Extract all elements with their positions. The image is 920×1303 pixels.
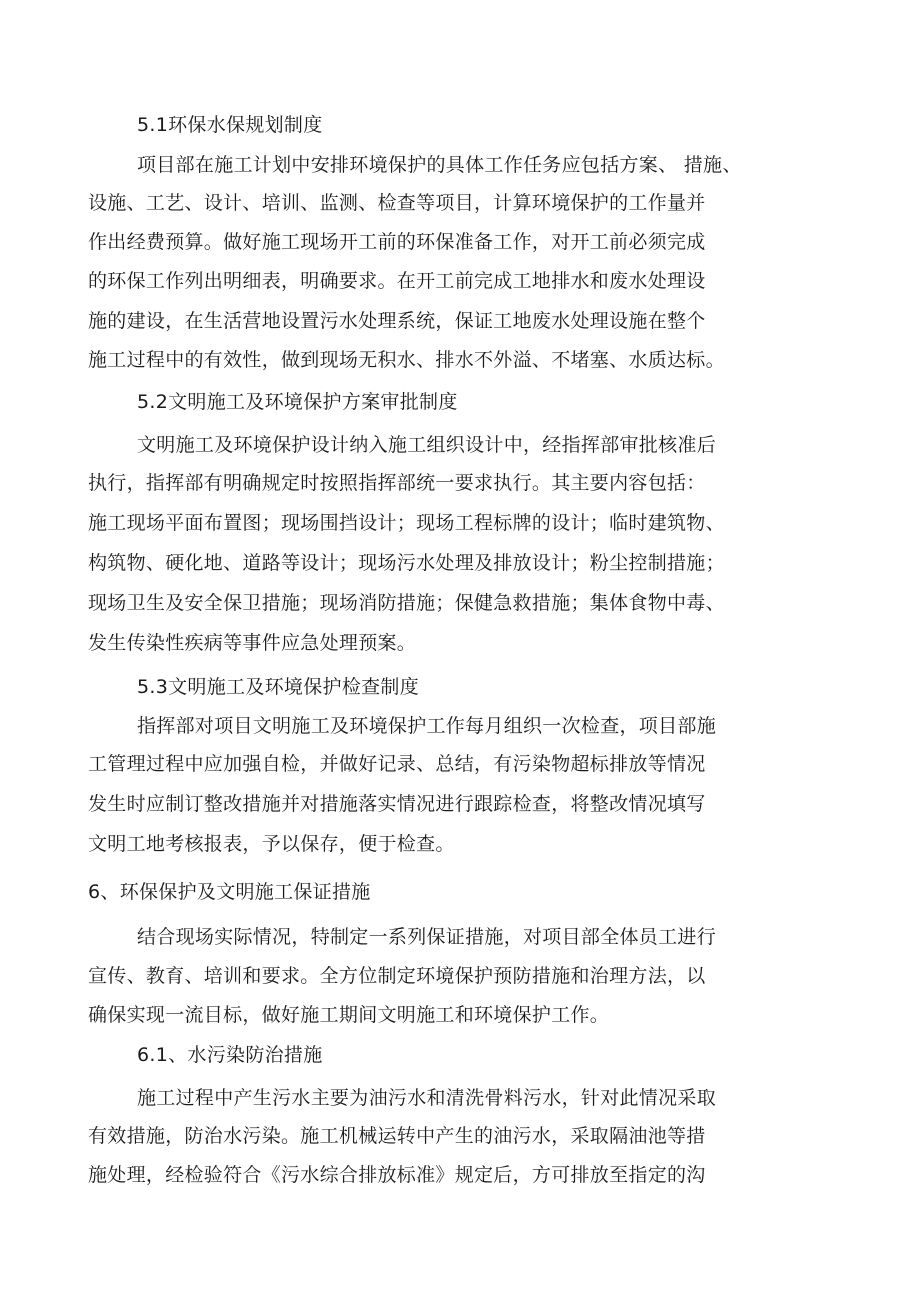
paragraph-line: 作出经费预算。做好施工现场开工前的环保准备工作，对开工前必须完成	[88, 231, 706, 253]
paragraph-line: 构筑物、硬化地、道路等设计；现场污水处理及排放设计；粉尘控制措施；	[88, 552, 725, 574]
paragraph-line: 发生时应制订整改措施并对措施落实情况进行跟踪检查，将整改情况填写	[88, 793, 706, 815]
paragraph-line: 文明工地考核报表，予以保存，便于检查。	[88, 833, 455, 855]
paragraph-line: 施工现场平面布置图；现场围挡设计；现场工程标牌的设计；临时建筑物、	[88, 512, 725, 534]
section-heading-5-2: 5.2文明施工及环境保护方案审批制度	[137, 391, 458, 413]
section-heading-5-1: 5.1环保水保规划制度	[137, 114, 323, 136]
section-heading-5-3: 5.3文明施工及环境保护检查制度	[137, 676, 420, 698]
paragraph-line: 宣传、教育、培训和要求。全方位制定环境保护预防措施和治理方法，以	[88, 965, 706, 987]
paragraph-line: 现场卫生及安全保卫措施；现场消防措施；保健急救措施；集体食物中毒、	[88, 592, 725, 614]
section-heading-6: 6、环保保护及文明施工保证措施	[88, 881, 371, 903]
paragraph-line: 文明施工及环境保护设计纳入施工组织设计中，经指挥部审批核准后	[137, 434, 717, 456]
paragraph-line: 发生传染性疾病等事件应急处理预案。	[88, 632, 417, 654]
paragraph-line: 的环保工作列出明细表，明确要求。在开工前完成工地排水和废水处理设	[88, 270, 706, 292]
paragraph-line: 施工过程中产生污水主要为油污水和清洗骨料污水，针对此情况采取	[137, 1087, 717, 1109]
paragraph-line: 施的建设，在生活营地设置污水处理系统，保证工地废水处理设施在整个	[88, 310, 706, 332]
paragraph-line: 施处理，经检验符合《污水综合排放标准》规定后，方可排放至指定的沟	[88, 1164, 706, 1186]
paragraph-line: 结合现场实际情况，特制定一系列保证措施，对项目部全体员工进行	[137, 926, 717, 948]
paragraph-line: 确保实现一流目标，做好施工期间文明施工和环境保护工作。	[88, 1004, 610, 1026]
paragraph-line: 工管理过程中应加强自检，并做好记录、总结，有污染物超标排放等情况	[88, 753, 706, 775]
section-heading-6-1: 6.1、水污染防治措施	[137, 1044, 323, 1066]
paragraph-line: 设施、工艺、设计、培训、监测、检查等项目，计算环境保护的工作量并	[88, 192, 706, 214]
paragraph-line: 执行，指挥部有明确规定时按照指挥部统一要求执行。其主要内容包括：	[88, 472, 706, 494]
paragraph-line: 有效措施，防治水污染。施工机械运转中产生的油污水，采取隔油池等措	[88, 1125, 706, 1147]
paragraph-line: 项目部在施工计划中安排环境保护的具体工作任务应包括方案、 措施、	[137, 154, 742, 176]
paragraph-line: 施工过程中的有效性，做到现场无积水、排水不外溢、不堵塞、水质达标。	[88, 349, 725, 371]
paragraph-line: 指挥部对项目文明施工及环境保护工作每月组织一次检查，项目部施	[137, 715, 717, 737]
